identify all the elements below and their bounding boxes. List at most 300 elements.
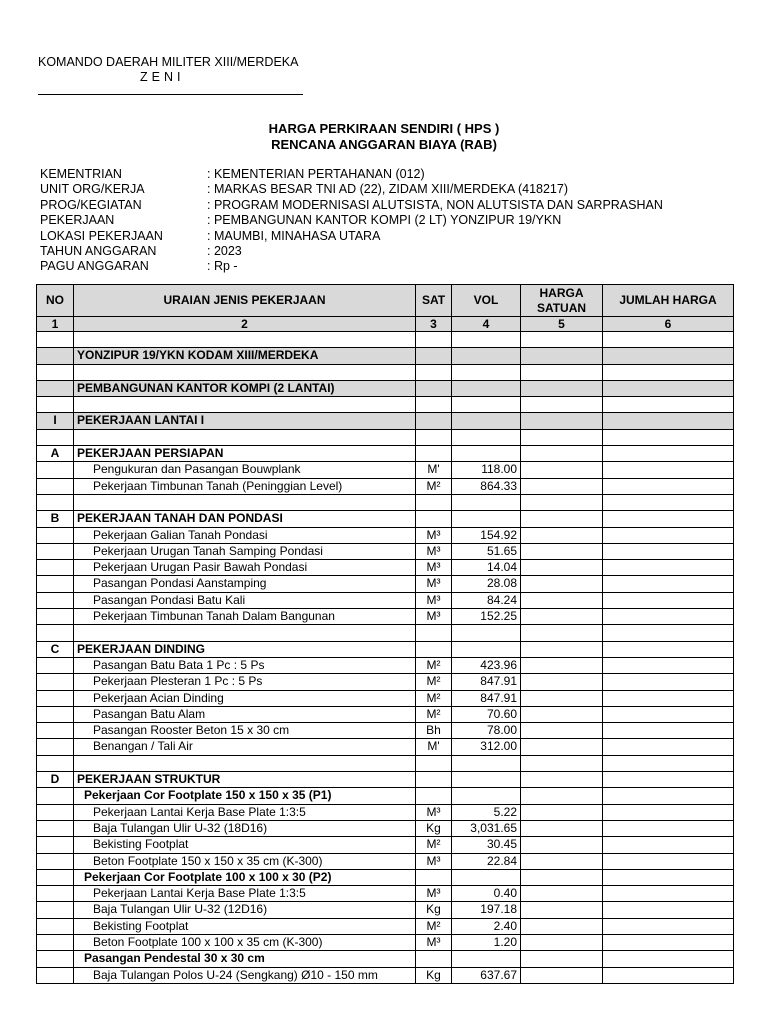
- project-info: [40, 167, 663, 275]
- organization-header: [38, 55, 298, 84]
- cell-vol: [452, 772, 521, 788]
- cell-no: [37, 951, 74, 967]
- cell-jumlah-harga: [603, 478, 734, 494]
- info-row: [40, 244, 663, 259]
- cell-jumlah-harga: [603, 804, 734, 820]
- cell-vol: 5.22: [452, 804, 521, 820]
- cell-jumlah-harga: [603, 674, 734, 690]
- cell-no: [37, 397, 74, 413]
- col-number: 6: [603, 317, 734, 332]
- cell-uraian: [74, 364, 416, 380]
- cell-jumlah-harga: [603, 918, 734, 934]
- cell-jumlah-harga: [603, 706, 734, 722]
- cell-uraian: Baja Tulangan Ulir U-32 (12D16): [74, 902, 416, 918]
- cell-uraian: Pekerjaan Urugan Pasir Bawah Pondasi: [74, 560, 416, 576]
- cell-harga-satuan: [521, 772, 603, 788]
- info-row: [40, 182, 663, 197]
- item-row: [37, 527, 734, 543]
- group-row: [37, 380, 734, 396]
- cell-jumlah-harga: [603, 462, 734, 478]
- cell-harga-satuan: [521, 886, 603, 902]
- cell-uraian: Pekerjaan Cor Footplate 100 x 100 x 30 (P2): [74, 869, 416, 885]
- cell-sat: [416, 788, 452, 804]
- cell-sat: [416, 397, 452, 413]
- blank-row: [37, 625, 734, 641]
- info-row: [40, 259, 663, 274]
- cell-jumlah-harga: [603, 886, 734, 902]
- cell-no: B: [37, 511, 74, 527]
- cell-harga-satuan: [521, 478, 603, 494]
- col-number: 1: [37, 317, 74, 332]
- cell-harga-satuan: [521, 951, 603, 967]
- cell-harga-satuan: [521, 869, 603, 885]
- cell-no: [37, 739, 74, 755]
- cell-vol: 28.08: [452, 576, 521, 592]
- cell-no: [37, 527, 74, 543]
- item-row: [37, 967, 734, 983]
- cell-uraian: Pekerjaan Lantai Kerja Base Plate 1:3:5: [74, 886, 416, 902]
- cell-vol: 51.65: [452, 543, 521, 559]
- cell-harga-satuan: [521, 853, 603, 869]
- cell-jumlah-harga: [603, 951, 734, 967]
- cell-no: [37, 576, 74, 592]
- col-number: 5: [521, 317, 603, 332]
- cell-jumlah-harga: [603, 609, 734, 625]
- cell-harga-satuan: [521, 625, 603, 641]
- cell-uraian: YONZIPUR 19/YKN KODAM XIII/MERDEKA: [74, 348, 416, 364]
- cell-uraian: [74, 397, 416, 413]
- cell-uraian: Pekerjaan Acian Dinding: [74, 690, 416, 706]
- cell-uraian: Bekisting Footplat: [74, 918, 416, 934]
- col-number: 3: [416, 317, 452, 332]
- cell-vol: [452, 494, 521, 510]
- cell-vol: 2.40: [452, 918, 521, 934]
- item-row: [37, 837, 734, 853]
- section-row: [37, 772, 734, 788]
- cell-no: [37, 706, 74, 722]
- cell-uraian: [74, 755, 416, 771]
- section-row: [37, 641, 734, 657]
- blank-row: [37, 364, 734, 380]
- cell-no: D: [37, 772, 74, 788]
- info-value: : KEMENTERIAN PERTAHANAN (012): [207, 167, 425, 181]
- cell-uraian: PEKERJAAN PERSIAPAN: [74, 446, 416, 462]
- cell-uraian: Pekerjaan Timbunan Tanah (Peninggian Level): [74, 478, 416, 494]
- cell-no: [37, 869, 74, 885]
- subsection-row: [37, 788, 734, 804]
- cell-vol: [452, 348, 521, 364]
- cell-jumlah-harga: [603, 934, 734, 950]
- cell-harga-satuan: [521, 641, 603, 657]
- cell-vol: 637.67: [452, 967, 521, 983]
- cell-vol: 14.04: [452, 560, 521, 576]
- cell-sat: M³: [416, 853, 452, 869]
- cell-jumlah-harga: [603, 348, 734, 364]
- blank-row: [37, 494, 734, 510]
- cell-vol: [452, 511, 521, 527]
- cell-vol: 70.60: [452, 706, 521, 722]
- cell-sat: [416, 755, 452, 771]
- cell-vol: [452, 429, 521, 445]
- cell-vol: 1.20: [452, 934, 521, 950]
- cell-uraian: PEKERJAAN LANTAI I: [74, 413, 416, 429]
- cell-sat: M²: [416, 706, 452, 722]
- cell-harga-satuan: [521, 723, 603, 739]
- cell-uraian: Pekerjaan Timbunan Tanah Dalam Bangunan: [74, 609, 416, 625]
- info-row: [40, 213, 663, 228]
- cell-no: [37, 674, 74, 690]
- header-uraian: URAIAN JENIS PEKERJAAN: [74, 285, 416, 317]
- cell-uraian: Pekerjaan Lantai Kerja Base Plate 1:3:5: [74, 804, 416, 820]
- cell-vol: [452, 332, 521, 348]
- cell-jumlah-harga: [603, 494, 734, 510]
- document-subtitle: RENCANA ANGGARAN BIAYA (RAB): [271, 137, 497, 152]
- cell-no: [37, 332, 74, 348]
- cell-vol: [452, 364, 521, 380]
- info-row: [40, 229, 663, 244]
- cell-uraian: Benangan / Tali Air: [74, 739, 416, 755]
- cell-no: [37, 788, 74, 804]
- cell-harga-satuan: [521, 820, 603, 836]
- info-label: PEKERJAAN: [40, 213, 115, 228]
- cell-sat: M': [416, 462, 452, 478]
- col-number: 4: [452, 317, 521, 332]
- cell-sat: [416, 364, 452, 380]
- cell-no: [37, 657, 74, 673]
- header-no: NO: [37, 285, 74, 317]
- cell-sat: M³: [416, 886, 452, 902]
- cell-jumlah-harga: [603, 446, 734, 462]
- cell-vol: 0.40: [452, 886, 521, 902]
- cell-jumlah-harga: [603, 853, 734, 869]
- cell-uraian: Pekerjaan Cor Footplate 150 x 150 x 35 (P1): [74, 788, 416, 804]
- group-row: [37, 348, 734, 364]
- info-row: [40, 167, 663, 182]
- info-value: : PEMBANGUNAN KANTOR KOMPI (2 LT) YONZIPUR 19/YKN: [207, 213, 562, 228]
- cell-uraian: Pasangan Batu Alam: [74, 706, 416, 722]
- cell-jumlah-harga: [603, 413, 734, 429]
- item-row: [37, 674, 734, 690]
- cell-jumlah-harga: [603, 869, 734, 885]
- info-value: : MARKAS BESAR TNI AD (22), ZIDAM XIII/MERDEKA (418217): [207, 182, 568, 197]
- info-value: : 2023: [207, 243, 242, 258]
- cell-sat: M²: [416, 918, 452, 934]
- cell-harga-satuan: [521, 364, 603, 380]
- cell-sat: [416, 494, 452, 510]
- cell-jumlah-harga: [603, 364, 734, 380]
- cell-no: [37, 902, 74, 918]
- cell-harga-satuan: [521, 837, 603, 853]
- cell-no: [37, 886, 74, 902]
- cell-jumlah-harga: [603, 511, 734, 527]
- cell-sat: Bh: [416, 723, 452, 739]
- cell-vol: [452, 951, 521, 967]
- cell-uraian: Pasangan Pendestal 30 x 30 cm: [74, 951, 416, 967]
- cell-sat: [416, 869, 452, 885]
- item-row: [37, 934, 734, 950]
- cell-uraian: Pasangan Rooster Beton 15 x 30 cm: [74, 723, 416, 739]
- cell-jumlah-harga: [603, 690, 734, 706]
- col-number: 2: [74, 317, 416, 332]
- cell-no: [37, 462, 74, 478]
- section-row: [37, 446, 734, 462]
- cell-sat: [416, 625, 452, 641]
- cell-uraian: PEMBANGUNAN KANTOR KOMPI (2 LANTAI): [74, 380, 416, 396]
- info-label: KEMENTRIAN: [40, 167, 122, 181]
- cell-sat: Kg: [416, 902, 452, 918]
- cell-harga-satuan: [521, 592, 603, 608]
- cell-harga-satuan: [521, 674, 603, 690]
- header-vol: VOL: [452, 285, 521, 317]
- cell-vol: [452, 380, 521, 396]
- cell-vol: [452, 641, 521, 657]
- item-row: [37, 706, 734, 722]
- cell-sat: M²: [416, 837, 452, 853]
- cell-uraian: Baja Tulangan Ulir U-32 (18D16): [74, 820, 416, 836]
- cell-sat: [416, 641, 452, 657]
- cell-no: [37, 967, 74, 983]
- info-label: LOKASI PEKERJAAN: [40, 228, 163, 243]
- cell-vol: [452, 869, 521, 885]
- cell-jumlah-harga: [603, 332, 734, 348]
- cell-sat: [416, 446, 452, 462]
- cell-no: [37, 380, 74, 396]
- header-harga-satuan: HARGA SATUAN: [521, 285, 603, 317]
- cell-sat: [416, 429, 452, 445]
- cell-sat: M³: [416, 934, 452, 950]
- subsection-row: [37, 951, 734, 967]
- column-number-row: [37, 317, 734, 332]
- cell-sat: [416, 951, 452, 967]
- item-row: [37, 560, 734, 576]
- cell-sat: Kg: [416, 820, 452, 836]
- item-row: [37, 609, 734, 625]
- item-row: [37, 592, 734, 608]
- info-label: PAGU ANGGARAN: [40, 259, 149, 274]
- cell-no: C: [37, 641, 74, 657]
- cell-no: A: [37, 446, 74, 462]
- cell-vol: 84.24: [452, 592, 521, 608]
- cell-jumlah-harga: [603, 820, 734, 836]
- cell-vol: 30.45: [452, 837, 521, 853]
- item-row: [37, 918, 734, 934]
- info-value: : MAUMBI, MINAHASA UTARA: [207, 228, 381, 243]
- cell-sat: M³: [416, 543, 452, 559]
- cell-no: [37, 918, 74, 934]
- item-row: [37, 690, 734, 706]
- cell-vol: 423.96: [452, 657, 521, 673]
- cell-harga-satuan: [521, 739, 603, 755]
- item-row: [37, 853, 734, 869]
- cell-jumlah-harga: [603, 902, 734, 918]
- cell-vol: [452, 625, 521, 641]
- cell-uraian: Pasangan Batu Bata 1 Pc : 5 Ps: [74, 657, 416, 673]
- cell-vol: 847.91: [452, 690, 521, 706]
- cell-harga-satuan: [521, 332, 603, 348]
- cell-jumlah-harga: [603, 625, 734, 641]
- cell-no: [37, 934, 74, 950]
- item-row: [37, 657, 734, 673]
- cell-jumlah-harga: [603, 641, 734, 657]
- item-row: [37, 576, 734, 592]
- cell-no: [37, 690, 74, 706]
- cell-uraian: Beton Footplate 150 x 150 x 35 cm (K-300): [74, 853, 416, 869]
- cell-vol: 154.92: [452, 527, 521, 543]
- cell-sat: [416, 772, 452, 788]
- cell-no: [37, 625, 74, 641]
- cell-no: [37, 723, 74, 739]
- cell-vol: 847.91: [452, 674, 521, 690]
- cell-sat: M²: [416, 674, 452, 690]
- cell-uraian: Pasangan Pondasi Aanstamping: [74, 576, 416, 592]
- item-row: [37, 478, 734, 494]
- cell-uraian: PEKERJAAN TANAH DAN PONDASI: [74, 511, 416, 527]
- cell-harga-satuan: [521, 967, 603, 983]
- cell-harga-satuan: [521, 934, 603, 950]
- info-label: UNIT ORG/KERJA: [40, 182, 145, 197]
- item-row: [37, 739, 734, 755]
- cell-uraian: Beton Footplate 100 x 100 x 35 cm (K-300): [74, 934, 416, 950]
- org-unit: ZENI: [140, 70, 185, 84]
- cell-harga-satuan: [521, 690, 603, 706]
- cell-harga-satuan: [521, 609, 603, 625]
- section-row: [37, 511, 734, 527]
- cell-vol: [452, 413, 521, 429]
- cell-vol: [452, 446, 521, 462]
- cell-sat: M³: [416, 527, 452, 543]
- cell-harga-satuan: [521, 902, 603, 918]
- item-row: [37, 804, 734, 820]
- cell-no: [37, 804, 74, 820]
- cell-vol: [452, 788, 521, 804]
- cell-sat: M': [416, 739, 452, 755]
- org-divider: [38, 94, 303, 95]
- cell-no: [37, 592, 74, 608]
- cell-jumlah-harga: [603, 397, 734, 413]
- cell-uraian: Pengukuran dan Pasangan Bouwplank: [74, 462, 416, 478]
- cell-vol: 152.25: [452, 609, 521, 625]
- item-row: [37, 820, 734, 836]
- document-title: HARGA PERKIRAAN SENDIRI ( HPS ): [268, 121, 500, 136]
- cell-no: [37, 429, 74, 445]
- cell-harga-satuan: [521, 397, 603, 413]
- cell-jumlah-harga: [603, 772, 734, 788]
- cell-uraian: [74, 625, 416, 641]
- cell-vol: [452, 397, 521, 413]
- cell-sat: M³: [416, 592, 452, 608]
- cell-sat: [416, 380, 452, 396]
- cell-no: I: [37, 413, 74, 429]
- cell-uraian: Pasangan Pondasi Batu Kali: [74, 592, 416, 608]
- cell-harga-satuan: [521, 804, 603, 820]
- header-sat: SAT: [416, 285, 452, 317]
- cell-sat: M²: [416, 657, 452, 673]
- cell-uraian: Pekerjaan Galian Tanah Pondasi: [74, 527, 416, 543]
- cell-vol: [452, 755, 521, 771]
- cell-harga-satuan: [521, 511, 603, 527]
- cell-uraian: [74, 332, 416, 348]
- cell-jumlah-harga: [603, 788, 734, 804]
- cell-uraian: PEKERJAAN STRUKTUR: [74, 772, 416, 788]
- item-row: [37, 723, 734, 739]
- cell-harga-satuan: [521, 348, 603, 364]
- cell-harga-satuan: [521, 918, 603, 934]
- cell-jumlah-harga: [603, 527, 734, 543]
- cell-jumlah-harga: [603, 560, 734, 576]
- cell-uraian: [74, 429, 416, 445]
- blank-row: [37, 755, 734, 771]
- cell-harga-satuan: [521, 413, 603, 429]
- cell-vol: 78.00: [452, 723, 521, 739]
- item-row: [37, 886, 734, 902]
- cell-harga-satuan: [521, 494, 603, 510]
- info-value: : Rp -: [207, 259, 238, 274]
- cell-harga-satuan: [521, 462, 603, 478]
- info-row: [40, 198, 663, 213]
- blank-row: [37, 429, 734, 445]
- cell-vol: 197.18: [452, 902, 521, 918]
- cell-sat: [416, 332, 452, 348]
- cell-harga-satuan: [521, 527, 603, 543]
- cell-no: [37, 609, 74, 625]
- cell-vol: 864.33: [452, 478, 521, 494]
- header-jumlah-harga: JUMLAH HARGA: [603, 285, 734, 317]
- cell-harga-satuan: [521, 706, 603, 722]
- cell-uraian: Pekerjaan Plesteran 1 Pc : 5 Ps: [74, 674, 416, 690]
- cell-sat: [416, 511, 452, 527]
- info-value: : PROGRAM MODERNISASI ALUTSISTA, NON ALUTSISTA DAN SARPRASHAN: [207, 197, 663, 212]
- cell-uraian: Bekisting Footplat: [74, 837, 416, 853]
- cell-jumlah-harga: [603, 755, 734, 771]
- cell-jumlah-harga: [603, 657, 734, 673]
- cell-jumlah-harga: [603, 967, 734, 983]
- cell-harga-satuan: [521, 429, 603, 445]
- cell-jumlah-harga: [603, 380, 734, 396]
- cell-sat: [416, 413, 452, 429]
- cell-vol: 312.00: [452, 739, 521, 755]
- cell-jumlah-harga: [603, 837, 734, 853]
- cell-uraian: Pekerjaan Urugan Tanah Samping Pondasi: [74, 543, 416, 559]
- blank-row: [37, 397, 734, 413]
- info-label: TAHUN ANGGARAN: [40, 243, 157, 258]
- org-name: KOMANDO DAERAH MILITER XIII/MERDEKA: [38, 55, 299, 69]
- cell-harga-satuan: [521, 755, 603, 771]
- cell-no: [37, 853, 74, 869]
- cell-uraian: [74, 494, 416, 510]
- cell-jumlah-harga: [603, 592, 734, 608]
- cell-harga-satuan: [521, 657, 603, 673]
- cell-no: [37, 494, 74, 510]
- cell-harga-satuan: [521, 560, 603, 576]
- cell-sat: M²: [416, 478, 452, 494]
- cell-sat: M³: [416, 560, 452, 576]
- rab-table: [36, 284, 734, 984]
- cell-uraian: Baja Tulangan Polos U-24 (Sengkang) Ø10 - 150 mm: [74, 967, 416, 983]
- cell-sat: M²: [416, 690, 452, 706]
- item-row: [37, 902, 734, 918]
- cell-harga-satuan: [521, 788, 603, 804]
- cell-vol: 22.84: [452, 853, 521, 869]
- info-label: PROG/KEGIATAN: [40, 197, 142, 212]
- cell-jumlah-harga: [603, 543, 734, 559]
- cell-no: [37, 560, 74, 576]
- cell-sat: [416, 348, 452, 364]
- subsection-row: [37, 869, 734, 885]
- cell-harga-satuan: [521, 380, 603, 396]
- item-row: [37, 462, 734, 478]
- cell-sat: Kg: [416, 967, 452, 983]
- cell-vol: 118.00: [452, 462, 521, 478]
